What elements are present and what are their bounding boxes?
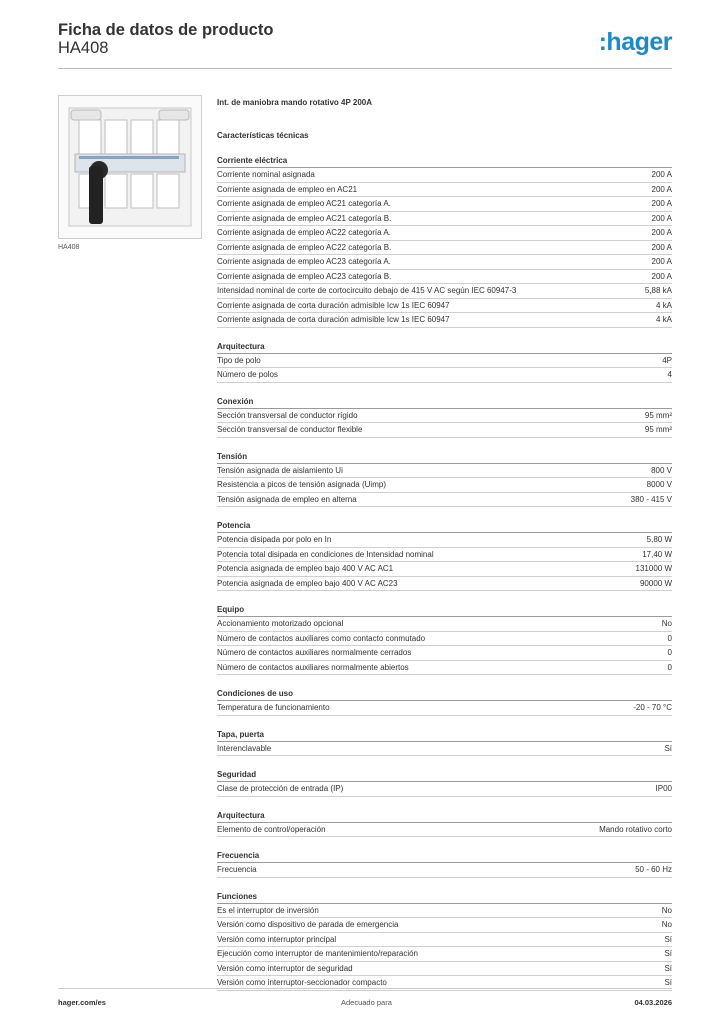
spec-value: 200 A [651, 242, 672, 252]
spec-value: 800 V [651, 465, 672, 475]
product-code: HA408 [58, 39, 109, 57]
spec-value: 95 mm² [644, 410, 672, 420]
switch-disconnector-illustration [59, 96, 201, 238]
spec-label: Número de contactos auxiliares normalmente cerrados [217, 648, 412, 657]
spec-label: Potencia disipada por polo en In [217, 535, 332, 544]
spec-label: Elemento de control/operación [217, 824, 326, 834]
section-title: Seguridad [217, 769, 672, 782]
hager-logo: :hager [598, 28, 672, 56]
spec-row [217, 933, 672, 948]
spec-value: 131000 W [635, 564, 672, 573]
spec-label: Intensidad nominal de corte de cortocircuito debajo de 415 V AC según IEC 60947-3 [217, 286, 517, 295]
spec-row [217, 241, 672, 256]
spec-value: -20 - 70 °C [633, 703, 672, 712]
spec-value: 0 [667, 648, 672, 657]
spec-row [217, 782, 672, 797]
section-title: Arquitectura [217, 341, 672, 354]
footer-website[interactable]: hager.com/es [58, 998, 106, 1007]
spec-label: Número de polos [217, 370, 278, 379]
spec-sections [217, 155, 672, 991]
spec-row [217, 183, 672, 198]
spec-label: Temperatura de funcionamiento [217, 703, 330, 712]
spec-row [217, 617, 672, 632]
spec-label: Sección transversal de conductor flexible [217, 425, 363, 434]
spec-label: Accionamiento motorizado opcional [217, 619, 344, 628]
section-title: Frecuencia [217, 850, 672, 863]
spec-label: Es el interruptor de inversión [217, 905, 319, 915]
spec-label: Resistencia a picos de tensión asignada (Uimp) [217, 480, 386, 489]
spec-row [217, 742, 672, 757]
spec-label: Corriente asignada de empleo AC22 categoría B. [217, 242, 392, 252]
footer-divider [58, 988, 672, 989]
spec-label: Corriente nominal asignada [217, 170, 315, 179]
section-title: Potencia [217, 520, 672, 533]
spec-label: Versión como interruptor principal [217, 934, 337, 944]
section-title: Corriente eléctrica [217, 155, 672, 168]
technical-characteristics-title: Características técnicas [217, 131, 309, 140]
spec-label: Tensión asignada de aislamiento Ui [217, 465, 343, 475]
header-divider [58, 68, 672, 69]
spec-value: 4 kA [655, 300, 672, 310]
spec-row [217, 299, 672, 314]
spec-row [217, 863, 672, 878]
spec-value: IP00 [655, 784, 672, 793]
spec-label: Corriente asignada de empleo AC21 categoría B. [217, 213, 392, 223]
spec-row [217, 368, 672, 383]
spec-value: 5,80 W [646, 535, 672, 544]
spec-row [217, 962, 672, 977]
spec-label: Corriente asignada de empleo AC23 categoría A. [217, 257, 391, 266]
spec-label: Corriente asignada de empleo AC22 categoría A. [217, 228, 391, 237]
spec-row [217, 701, 672, 716]
spec-label: Potencia asignada de empleo bajo 400 V AC AC1 [217, 564, 394, 573]
section-title: Funciones [217, 891, 672, 904]
spec-row [217, 947, 672, 962]
spec-value: Sí [664, 978, 672, 987]
page-title: Ficha de datos de producto [58, 21, 274, 39]
section-title: Tapa, puerta [217, 729, 672, 742]
spec-value: 4P [662, 355, 672, 365]
spec-value: 4 [667, 370, 672, 379]
spec-row [217, 255, 672, 270]
spec-value: 200 A [651, 271, 672, 281]
spec-row [217, 354, 672, 369]
spec-row [217, 661, 672, 676]
spec-row [217, 409, 672, 424]
spec-label: Tipo de polo [217, 355, 261, 365]
spec-value: Sí [664, 934, 672, 944]
spec-label: Corriente asignada de corta duración admisible Icw 1s IEC 60947 [217, 315, 450, 324]
spec-value: No [661, 905, 672, 915]
spec-value: 90000 W [639, 578, 672, 588]
spec-label: Corriente asignada de empleo AC21 categoría A. [217, 199, 391, 208]
section-title: Arquitectura [217, 810, 672, 823]
spec-value: 380 - 415 V [630, 494, 672, 504]
spec-value: Mando rotativo corto [599, 824, 672, 834]
spec-label: Sección transversal de conductor rígido [217, 410, 358, 420]
spec-value: 200 A [651, 199, 672, 208]
spec-value: 5,88 kA [644, 286, 672, 295]
section-title: Equipo [217, 604, 672, 617]
spec-label: Versión como interruptor-seccionador compacto [217, 978, 387, 987]
spec-row [217, 548, 672, 563]
spec-value: 8000 V [646, 480, 672, 489]
image-caption: HA408 [58, 244, 80, 251]
spec-label: Número de contactos auxiliares como contacto conmutado [217, 633, 426, 643]
spec-label: Versión como interruptor de seguridad [217, 963, 353, 973]
spec-row [217, 533, 672, 548]
spec-row [217, 823, 672, 838]
spec-label: Número de contactos auxiliares normalmente abiertos [217, 662, 409, 672]
spec-label: Potencia asignada de empleo bajo 400 V AC AC23 [217, 578, 398, 588]
spec-value: 4 kA [655, 315, 672, 324]
spec-row [217, 168, 672, 183]
spec-label: Frecuencia [217, 865, 257, 874]
spec-row [217, 632, 672, 647]
spec-value: 95 mm² [644, 425, 672, 434]
spec-label: Tensión asignada de empleo en alterna [217, 494, 357, 504]
spec-row [217, 197, 672, 212]
product-image [58, 95, 202, 239]
spec-value: No [661, 920, 672, 929]
spec-value: 17,40 W [642, 549, 672, 559]
spec-row [217, 270, 672, 285]
spec-row [217, 226, 672, 241]
footer-date: 04.03.2026 [634, 998, 672, 1007]
product-name: Int. de maniobra mando rotativo 4P 200A [217, 98, 372, 107]
spec-value: No [661, 619, 672, 628]
spec-row [217, 562, 672, 577]
spec-row [217, 918, 672, 933]
spec-row [217, 646, 672, 661]
spec-label: Versión como dispositivo de parada de emergencia [217, 920, 399, 929]
spec-value: 200 A [651, 257, 672, 266]
spec-row [217, 212, 672, 227]
section-title: Conexión [217, 396, 672, 409]
spec-row [217, 478, 672, 493]
spec-label: Potencia total disipada en condiciones de Intensidad nominal [217, 549, 434, 559]
spec-label: Corriente asignada de corta duración admisible Icw 1s IEC 60947 [217, 300, 450, 310]
spec-value: 200 A [651, 184, 672, 194]
footer-suitable-for: Adecuado para [341, 998, 392, 1007]
spec-value: Sí [664, 949, 672, 958]
spec-value: 0 [667, 662, 672, 672]
spec-label: Interenclavable [217, 743, 272, 753]
spec-value: Sí [664, 963, 672, 973]
spec-row [217, 493, 672, 508]
spec-content [217, 96, 672, 991]
section-title: Condiciones de uso [217, 688, 672, 701]
spec-label: Clase de protección de entrada (IP) [217, 784, 344, 793]
spec-value: 200 A [651, 228, 672, 237]
spec-value: 0 [667, 633, 672, 643]
spec-row [217, 904, 672, 919]
spec-row [217, 313, 672, 328]
spec-row [217, 423, 672, 438]
spec-label: Corriente asignada de empleo en AC21 [217, 184, 358, 194]
spec-value: Sí [664, 743, 672, 753]
spec-value: 50 - 60 Hz [635, 865, 672, 874]
section-title: Tensión [217, 451, 672, 464]
spec-row [217, 464, 672, 479]
spec-value: 200 A [651, 213, 672, 223]
spec-row [217, 577, 672, 592]
spec-row [217, 284, 672, 299]
spec-label: Ejecución como interruptor de mantenimiento/reparación [217, 949, 418, 958]
spec-value: 200 A [651, 170, 672, 179]
spec-label: Corriente asignada de empleo AC23 categoría B. [217, 271, 392, 281]
